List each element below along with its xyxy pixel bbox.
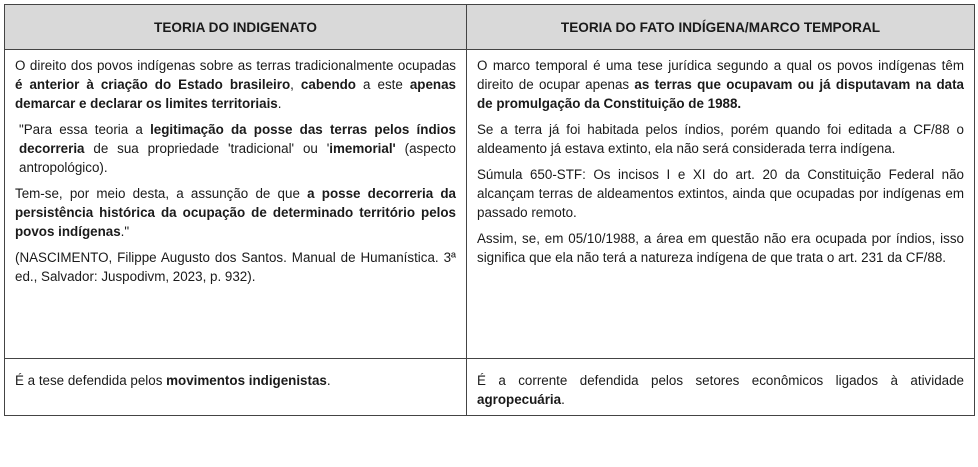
indigenato-paragraph-3: Tem-se, por meio desta, a assunção de que a posse decorreria da persistência histórica da ocupação de determinado território pelos povos indígenas." [15,186,456,239]
cell-indigenato-supporters [5,359,467,416]
indigenato-paragraph-2: "Para essa teoria a legitimação da posse das terras pelos índios decorreria de sua propriedade 'tradicional' ou 'imemorial' (aspecto antropológico). [19,122,456,175]
marco-paragraph-1: O marco temporal é uma tese jurídica segundo a qual os povos indígenas têm direito de ocupar apenas as terras que ocupavam ou já disputavam na data de promulgação da Constituição de 1988. [477,58,964,111]
indigenato-paragraph-1: O direito dos povos indígenas sobre as terras tradicionalmente ocupadas é anterior à criação do Estado brasileiro, cabendo a este apenas demarcar e declarar os limites territoriais. [15,58,457,111]
indigenato-citation: (NASCIMENTO, Filippe Augusto dos Santos. Manual de Humanística. 3ª ed., Salvador: Juspodivm, 2023, p. 932). [15,250,456,284]
table-row-description [5,50,975,359]
header-indigenato: TEORIA DO INDIGENATO [5,5,467,50]
table-header-row [5,5,975,50]
cell-marco-temporal-supporters [467,359,975,416]
cell-marco-temporal-description [467,50,975,359]
marco-paragraph-4: Assim, se, em 05/10/1988, a área em questão não era ocupada por índios, isso significa que ela não terá a natureza indígena de que trata o art. 231 da CF/88. [477,231,964,265]
marco-paragraph-3: Súmula 650-STF: Os incisos I e XI do art. 20 da Constituição Federal não alcançam terras de aldeamentos extintos, ainda que ocupadas por indígenas em passado remoto. [477,167,964,220]
indigenato-supporters-text: É a tese defendida pelos movimentos indigenistas. [15,373,331,388]
cell-indigenato-description [5,50,467,359]
header-marco-temporal: TEORIA DO FATO INDÍGENA/MARCO TEMPORAL [467,5,975,50]
marco-supporters-text: É a corrente defendida pelos setores econômicos ligados à atividade agropecuária. [477,373,964,407]
marco-paragraph-2: Se a terra já foi habitada pelos índios, porém quando foi editada a CF/88 o aldeamento já estava extinto, ela não será considerada terra indígena. [477,122,964,156]
comparison-table [4,4,975,416]
comparison-table-wrapper [4,4,974,416]
table-row-supporters [5,359,975,416]
